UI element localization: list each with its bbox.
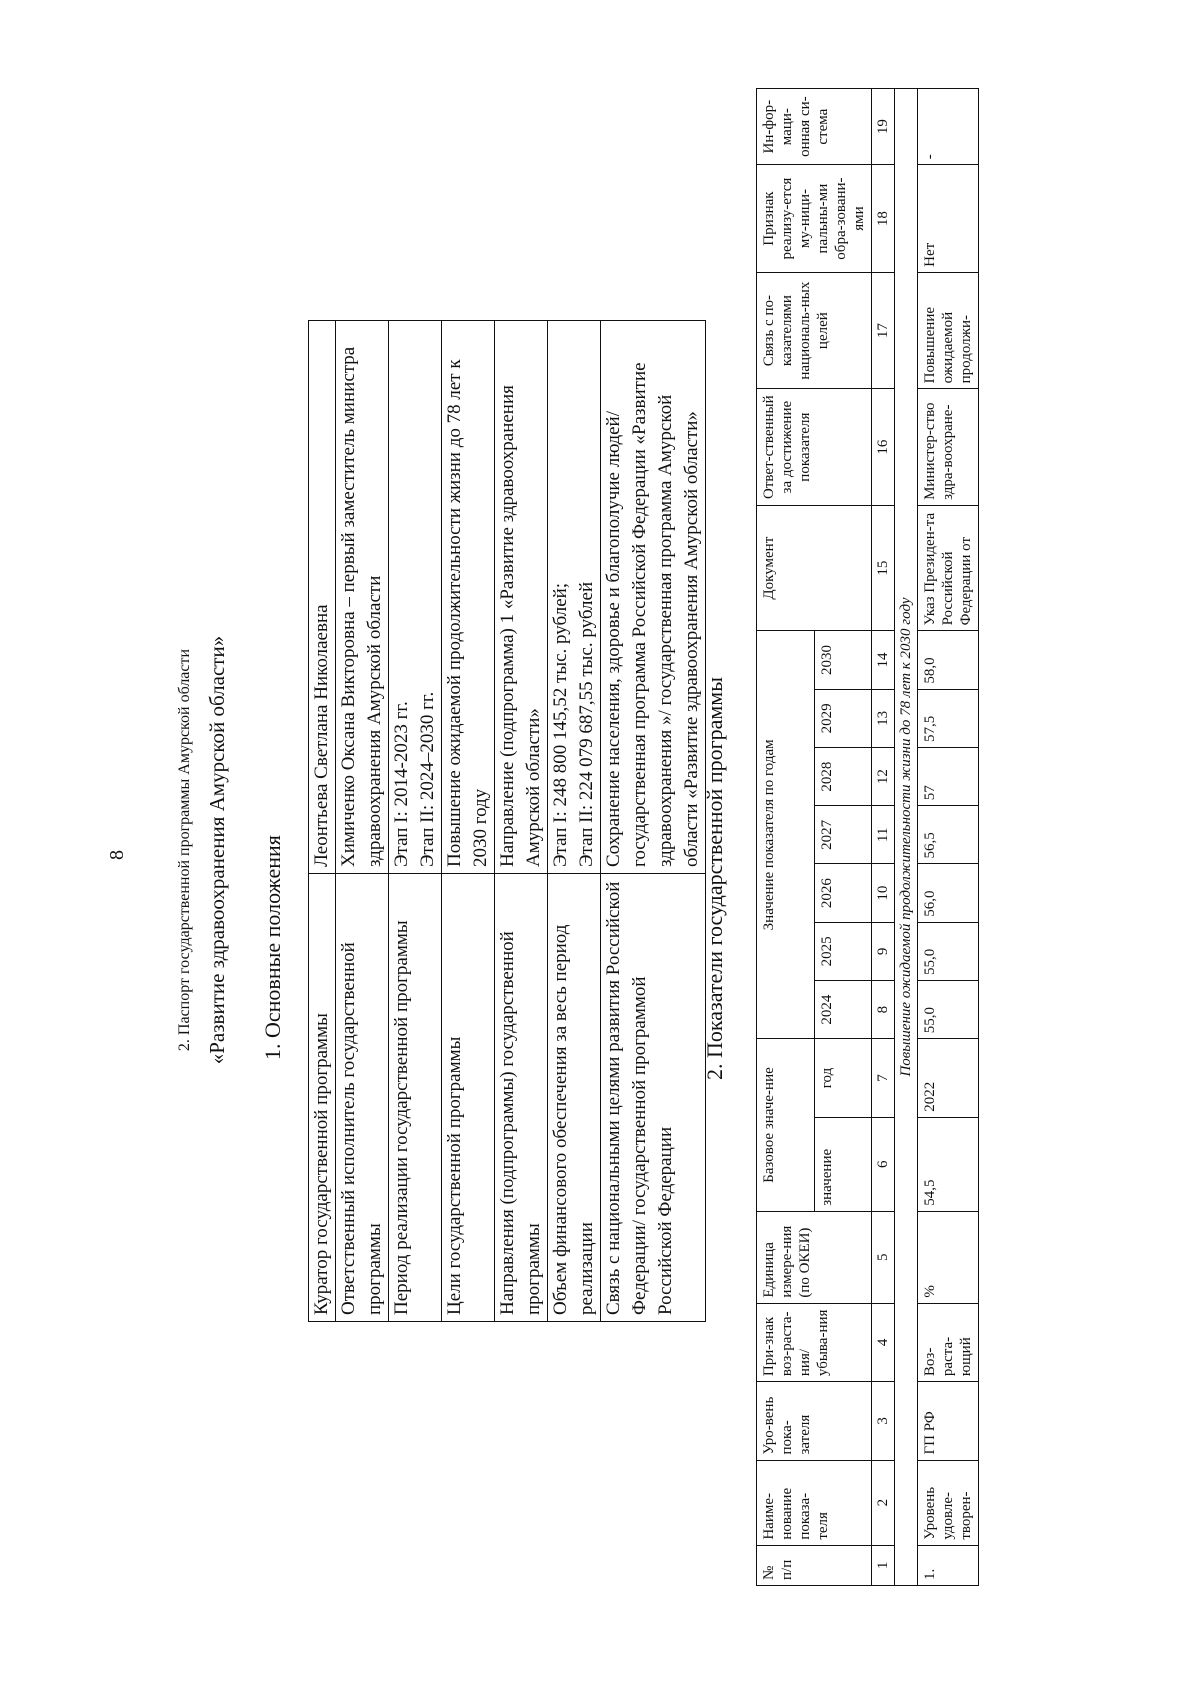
cell-year-value: 55,0 bbox=[918, 922, 979, 980]
column-number: 11 bbox=[872, 806, 895, 864]
passport-row bbox=[495, 321, 548, 1322]
passport-value: Этап I: 248 800 145,52 тыс. рублей; Этап II: 224 079 687,55 тыс. рублей bbox=[548, 321, 601, 874]
passport-key: Направления (подпрограммы) государственной программы bbox=[495, 874, 548, 1322]
passport-value: Этап I: 2014-2023 гг. Этап II: 2024–2030 гг. bbox=[389, 321, 442, 874]
header-year: 2027 bbox=[814, 806, 872, 864]
header-unit: Единица измере-ния (по ОКЕИ) bbox=[757, 1211, 872, 1303]
rotated-document-sheet bbox=[70, 60, 1130, 1640]
cell-year-value: 57,5 bbox=[918, 689, 979, 747]
cell-base-value: 54,5 bbox=[918, 1117, 979, 1211]
cell-sign-municipal: Нет bbox=[918, 165, 979, 273]
passport-row bbox=[442, 321, 495, 1322]
column-number: 12 bbox=[872, 747, 895, 805]
header-year: 2028 bbox=[814, 747, 872, 805]
column-number: 16 bbox=[872, 389, 895, 506]
passport-value: Направление (подпрограмма) 1 «Развитие здравоохранения Амурской области» bbox=[495, 321, 548, 874]
passport-key: Связь с национальными целями развития Российской Федерации/ государственной программой Российской Федерации bbox=[601, 874, 706, 1322]
column-number: 8 bbox=[872, 981, 895, 1039]
column-number: 4 bbox=[872, 1303, 895, 1381]
passport-value: Повышение ожидаемой продолжительности жизни до 78 лет к 2030 году bbox=[442, 321, 495, 874]
passport-row bbox=[601, 321, 706, 1322]
header-year: 2029 bbox=[814, 689, 872, 747]
cell-sign: Воз-раста-ющий bbox=[918, 1303, 979, 1381]
column-number: 19 bbox=[872, 89, 895, 165]
passport-key: Период реализации государственной программы bbox=[389, 874, 442, 1322]
passport-key: Куратор государственной программы bbox=[309, 874, 336, 1322]
header-base: Базовое значе-ние bbox=[757, 1039, 815, 1212]
column-number: 13 bbox=[872, 689, 895, 747]
column-number: 9 bbox=[872, 922, 895, 980]
passport-row bbox=[309, 321, 336, 1322]
passport-key: Объем финансового обеспечения за весь период реализации bbox=[548, 874, 601, 1322]
header-responsible: Ответ-ственный за достижение показателя bbox=[757, 389, 872, 506]
passport-value: Сохранение населения, здоровье и благополучие людей/государственная программа Российской Федерации «Развитие здравоохранения »/ государственная программа Амурской области «Развитие здравоохранения Амурской области» bbox=[601, 321, 706, 874]
indicators-table bbox=[756, 88, 979, 1586]
cell-year-value: 55,0 bbox=[918, 981, 979, 1039]
column-number: 14 bbox=[872, 631, 895, 689]
column-number: 10 bbox=[872, 864, 895, 922]
cell-info-system: - bbox=[918, 89, 979, 165]
header-by-years: Значение показателя по годам bbox=[757, 631, 815, 1039]
cell-num: 1. bbox=[918, 1545, 979, 1585]
column-number: 3 bbox=[872, 1382, 895, 1460]
header-year: 2025 bbox=[814, 922, 872, 980]
column-numbers-row bbox=[872, 89, 895, 1586]
header-year: 2030 bbox=[814, 631, 872, 689]
passport-row bbox=[548, 321, 601, 1322]
header-info-system: Ин-фор-маци-онная си-стема bbox=[757, 89, 872, 165]
section-2-heading: 2. Показатели государственной программы bbox=[702, 676, 727, 1080]
header-year: 2024 bbox=[814, 981, 872, 1039]
column-number: 7 bbox=[872, 1039, 895, 1117]
cell-year-value: 57 bbox=[918, 747, 979, 805]
indicators-header-row bbox=[757, 89, 815, 1586]
column-number: 18 bbox=[872, 165, 895, 273]
cell-name: Уровень удовле-творен- bbox=[918, 1460, 979, 1545]
cell-base-year: 2022 bbox=[918, 1039, 979, 1117]
header-base-value: значение bbox=[814, 1117, 872, 1211]
header-level: Уро-вень пока-зателя bbox=[757, 1382, 872, 1460]
goal-text: Повышение ожидаемой продолжительности жизни до 78 лет к 2030 году bbox=[895, 89, 918, 1586]
page-number: 8 bbox=[106, 850, 128, 860]
cell-responsible: Министер-ство здра-воохране- bbox=[918, 389, 979, 506]
passport-key: Цели государственной программы bbox=[442, 874, 495, 1322]
passport-row bbox=[389, 321, 442, 1322]
indicator-row bbox=[918, 89, 979, 1586]
passport-value: Химиченко Оксана Викторовна – первый заместитель министра здравоохранения Амурской области bbox=[336, 321, 389, 874]
column-number: 15 bbox=[872, 505, 895, 630]
cell-year-value: 56,0 bbox=[918, 864, 979, 922]
cell-year-value: 58,0 bbox=[918, 631, 979, 689]
header-num: № п/п bbox=[757, 1545, 872, 1585]
header-name: Наиме-нование показа-теля bbox=[757, 1460, 872, 1545]
document-title: 2. Паспорт государственной программы Амурской области bbox=[176, 648, 193, 1052]
cell-unit: % bbox=[918, 1211, 979, 1303]
section-1-heading: 1. Основные положения bbox=[260, 835, 285, 1060]
column-number: 17 bbox=[872, 272, 895, 389]
header-document: Документ bbox=[757, 505, 872, 630]
column-number: 6 bbox=[872, 1117, 895, 1211]
column-number: 1 bbox=[872, 1545, 895, 1585]
cell-level: ГП РФ bbox=[918, 1382, 979, 1460]
column-number: 5 bbox=[872, 1211, 895, 1303]
header-sign-municipal: Признак реализу-ется му-ници-пальны-ми обра-зовани-ями bbox=[757, 165, 872, 273]
cell-link: Повышение ожидаемой продолжи- bbox=[918, 272, 979, 389]
column-number: 2 bbox=[872, 1460, 895, 1545]
cell-year-value: 56,5 bbox=[918, 806, 979, 864]
goal-row bbox=[895, 89, 918, 1586]
cell-document: Указ Президен-та Российской Федерации от bbox=[918, 505, 979, 630]
header-link: Связь с по-казателями националь-ных целей bbox=[757, 272, 872, 389]
passport-value: Леонтьева Светлана Николаевна bbox=[309, 321, 336, 874]
passport-table bbox=[308, 320, 706, 1322]
passport-row bbox=[336, 321, 389, 1322]
document-subtitle: «Развитие здравоохранения Амурской области» bbox=[205, 635, 229, 1065]
passport-key: Ответственный исполнитель государственной программы bbox=[336, 874, 389, 1322]
header-year: 2026 bbox=[814, 864, 872, 922]
header-base-year: год bbox=[814, 1039, 872, 1117]
header-sign: При-знак воз-раста-ния/ убыва-ния bbox=[757, 1303, 872, 1381]
